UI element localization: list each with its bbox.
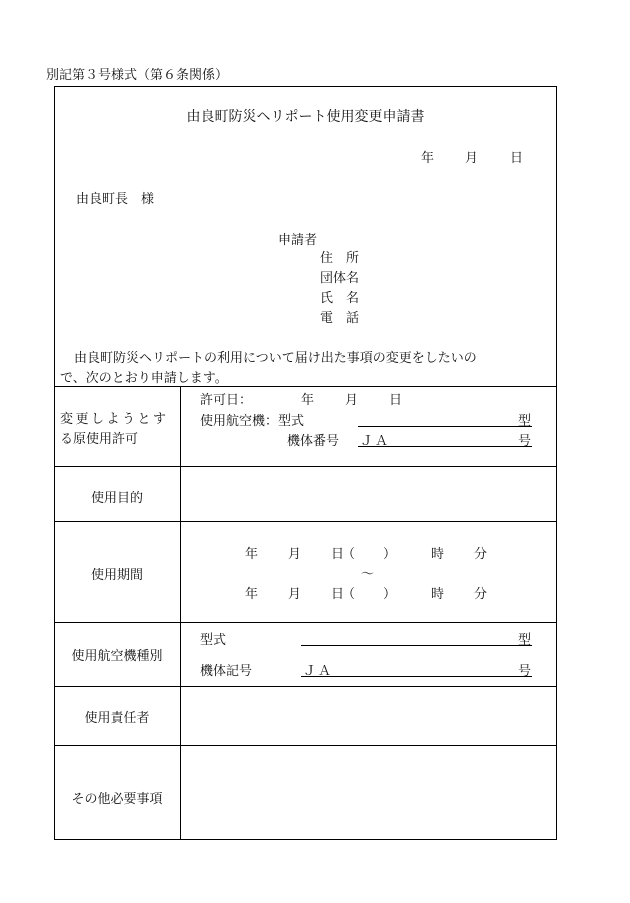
date-year: 年 <box>421 151 435 166</box>
aircraft-type-label: 使用航空機：型式 <box>200 414 305 429</box>
aircraft-kind-reg-field[interactable] <box>301 676 532 677</box>
responsible-field[interactable] <box>181 687 556 745</box>
aircraft-kind-label: 使用航空機種別 <box>71 649 163 664</box>
aircraft-kind-type-field[interactable] <box>301 645 532 646</box>
period-end-paren-open: （ <box>342 587 356 602</box>
period-tilde: ～ <box>361 567 375 582</box>
aircraft-reg-field[interactable] <box>358 446 532 447</box>
aircraft-kind-type-suffix: 型 <box>518 633 532 648</box>
period-end-minute: 分 <box>474 587 488 602</box>
aircraft-kind-reg-label: 機体記号 <box>200 664 253 679</box>
period-end-month: 月 <box>288 587 302 602</box>
applicant-phone-label: 電 話 <box>320 311 360 326</box>
form-label: 別記第３号様式（第６条関係） <box>46 68 229 83</box>
permit-year: 年 <box>301 393 315 408</box>
original-permit-label-line1: 変更しようとす <box>60 412 169 427</box>
period-start-paren-close: ） <box>383 547 397 562</box>
period-start-day: 日 <box>331 547 345 562</box>
responsible-label: 使用責任者 <box>84 711 150 726</box>
applicant-address-label: 住 所 <box>320 251 360 266</box>
date-day: 日 <box>510 151 524 166</box>
other-label: その他必要事項 <box>71 792 163 807</box>
permit-month: 月 <box>345 393 359 408</box>
original-permit-label-line2: る原使用許可 <box>60 432 139 447</box>
permit-date-label: 許可日： <box>200 393 253 408</box>
period-start-hour: 時 <box>431 547 445 562</box>
aircraft-kind-type-label: 型式 <box>200 633 227 648</box>
period-start-month: 月 <box>288 547 302 562</box>
purpose-field[interactable] <box>181 467 556 521</box>
aircraft-type-field[interactable] <box>358 426 532 427</box>
aircraft-kind-reg-suffix: 号 <box>518 664 532 679</box>
body-text-line2: で、次のとおり申請します。 <box>60 371 228 386</box>
aircraft-type-suffix: 型 <box>518 414 532 429</box>
period-end-year: 年 <box>245 587 259 602</box>
period-start-paren-open: （ <box>342 547 356 562</box>
period-label: 使用期間 <box>90 568 143 583</box>
period-end-paren-close: ） <box>383 587 397 602</box>
applicant-name-label: 氏 名 <box>320 291 360 306</box>
other-field[interactable] <box>181 746 556 839</box>
date-month: 月 <box>465 151 479 166</box>
row-divider <box>54 521 557 522</box>
aircraft-reg-label: 機体番号 <box>287 434 340 449</box>
period-end-day: 日 <box>331 587 345 602</box>
aircraft-reg-prefix: ＪＡ <box>360 434 391 449</box>
period-end-hour: 時 <box>431 587 445 602</box>
aircraft-kind-reg-prefix: ＪＡ <box>303 664 334 679</box>
purpose-label: 使用目的 <box>90 491 143 506</box>
form-title: 由良町防災ヘリポート使用変更申請書 <box>186 109 425 125</box>
row-divider <box>54 622 557 623</box>
table-top-line <box>54 386 557 387</box>
applicant-group-label: 団体名 <box>320 271 360 286</box>
period-start-minute: 分 <box>474 547 488 562</box>
body-text-line1: 由良町防災ヘリポートの利用について届け出た事項の変更をしたいの <box>74 351 477 366</box>
addressee: 由良町長 様 <box>76 192 155 207</box>
applicant-heading: 申請者 <box>278 233 318 248</box>
aircraft-reg-suffix: 号 <box>518 434 532 449</box>
period-start-year: 年 <box>245 547 259 562</box>
permit-day: 日 <box>389 393 403 408</box>
